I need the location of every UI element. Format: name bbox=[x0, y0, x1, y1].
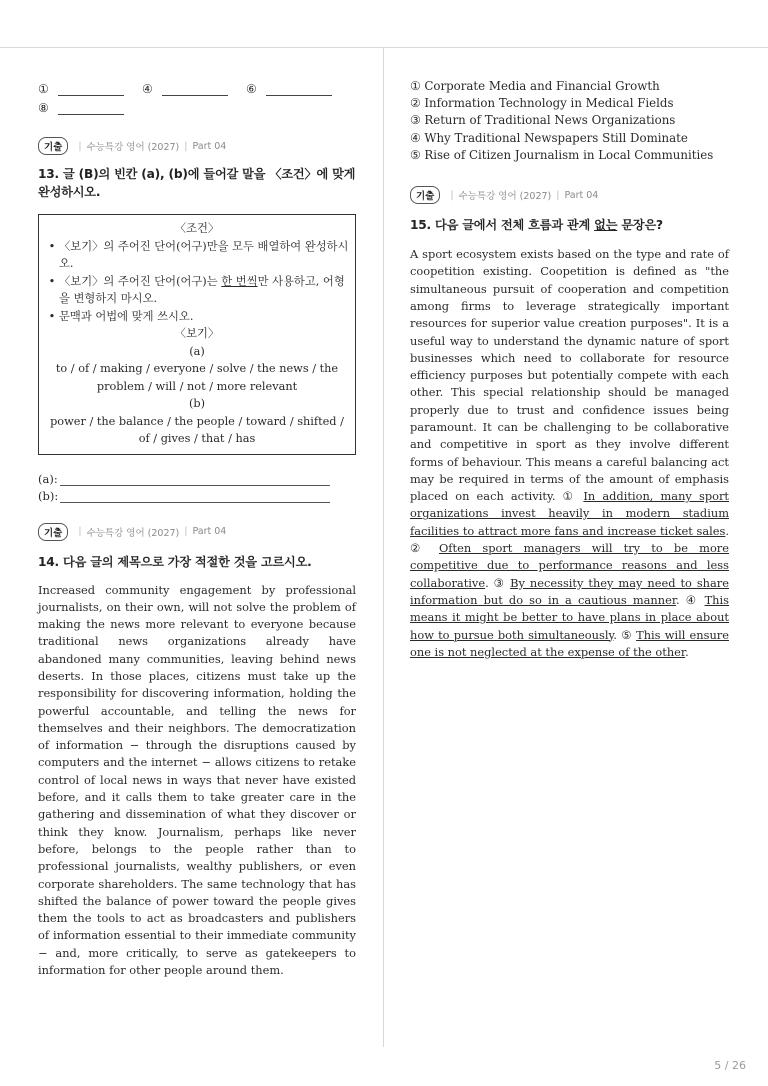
conditions-header: 〈조건〉 bbox=[174, 222, 220, 235]
left-column bbox=[38, 78, 356, 979]
condition-item: • 문맥과 어법에 맞게 쓰시오. bbox=[48, 309, 194, 323]
question-13-title: 13. 글 (B)의 빈칸 (a), (b)에 들어갈 말을 〈조건〉에 맞게 완성하시오. bbox=[38, 167, 356, 199]
sentence-2[interactable]: Often sport managers will try to be more competitive due to performance reasons and less collaborative bbox=[410, 541, 729, 590]
bogi-b-label: (b) bbox=[188, 397, 206, 410]
option-1[interactable]: ① Corporate Media and Financial Growth bbox=[410, 79, 660, 93]
question-15-passage: A sport ecosystem exists based on the type and rate of coopetition existing. Coopetition is defined as "the simultaneous pursuit of cooperation and competition among firms to leverage strategically important resources for superior value creation purposes". It is a useful way to understand the dynamic nature of sport businesses which need to collaborate for resource efficiency purposes but potentially compete with each other. This special relationship should be managed properly due to trust and confidence issues being paramount. It can be challenging to be collaborative and competitive in sport as they involve different forms of behaviour. This means a careful balancing act may be required in terms of the amount of emphasis placed on each activity. ① In addition, many sport organizations invest heavily in modern stadium facilities to attract more fans and increase ticket sales. ② Often sport managers will try to be more competitive due to performance reasons and less collaborative. ③ By necessity they may need to share information but do so in a cautious manner. ④ This means it might be better to have plans in place about how to pursue both simultaneously. ⑤ This will ensure one is not neglected at the expense of the other. bbox=[410, 247, 729, 659]
question-14-options bbox=[410, 78, 729, 164]
sentence-4[interactable]: This means it might be better to have plans in place about how to pursue both simultaneously bbox=[410, 592, 729, 642]
option-3[interactable]: ③ Return of Traditional News Organizations bbox=[410, 113, 676, 128]
header-rule bbox=[0, 47, 768, 48]
source-name: 수능특강 영어 (2027) bbox=[458, 191, 552, 203]
blank-line[interactable] bbox=[266, 83, 332, 96]
bogi-header: 〈보기〉 bbox=[174, 327, 220, 340]
source-name: 수능특강 영어 (2027) bbox=[86, 142, 180, 153]
answer-b: (b): bbox=[38, 486, 356, 503]
sentence-1[interactable]: In addition, many sport organizations invest heavily in modern stadium facilities to attract more fans and increase ticket sales bbox=[410, 489, 729, 538]
sentence-5[interactable]: This will ensure one is not neglected at the expense of the other bbox=[410, 627, 729, 659]
right-column bbox=[410, 78, 729, 661]
blank-line[interactable] bbox=[162, 83, 228, 96]
source-badge: 기출 bbox=[410, 186, 440, 204]
question-15-title: 15. 다음 글에서 전체 흐름과 관계 없는 문장은? bbox=[410, 218, 663, 233]
condition-item: • 〈보기〉의 주어진 단어(어구)는 한 번씩만 사용하고, 어형을 변형하지 마시오. bbox=[48, 274, 345, 305]
page-number: 5 / 26 bbox=[714, 1059, 746, 1072]
question-14-passage: Increased community engagement by professional journalists, on their own, will not solve the problem of making the news more relevant to everyone because traditional news organizations already have abandoned many communities, leaving behind news deserts. In those places, citizens must take up the responsibility for discovering information, holding the powerful accountable, and telling the news for themselves and their neighbors. The democratization of information − through the disruptions caused by computers and the internet − allows citizens to retake control of local news in ways that never have existed before, and it calls them to take greater care in the gathering and dissemination of what they discover or think they know. Journalism, perhaps like never before, belongs to the people rather than to professional journalists, wealthy publishers, or even corporate shareholders. The same technology that has shifted the balance of power toward the people gives them the tools to act as broadcasters and publishers of information essential to their immediate community − and, more critically, to serve as gatekeepers to information for other people around them. bbox=[38, 582, 356, 978]
answer-b-line[interactable] bbox=[60, 491, 330, 503]
answer-a-line[interactable] bbox=[60, 474, 330, 486]
bogi-b-words: power / the balance / the people / toward / shifted / of / gives / that / has bbox=[50, 414, 344, 445]
blank-line[interactable] bbox=[58, 102, 124, 115]
source-badge: 기출 bbox=[38, 523, 68, 541]
bogi-a-label: (a) bbox=[189, 344, 205, 358]
blank-4: ④ bbox=[142, 82, 228, 96]
option-4[interactable]: ④ Why Traditional Newspapers Still Dominate bbox=[410, 130, 688, 145]
blank-8: ⑧ bbox=[38, 101, 124, 115]
option-5[interactable]: ⑤ Rise of Citizen Journalism in Local Communities bbox=[410, 147, 714, 162]
option-2[interactable]: ② Information Technology in Medical Fields bbox=[410, 96, 674, 111]
blank-line[interactable] bbox=[58, 83, 124, 96]
question-14-title: 14. 다음 글의 제목으로 가장 적절한 것을 고르시오. bbox=[38, 554, 312, 569]
source-tag: 기출 | 수능특강 영어 (2027) | Part 04 bbox=[410, 186, 729, 204]
answer-a: (a): bbox=[38, 469, 356, 486]
bogi-a-words: to / of / making / everyone / solve / the news / the problem / will / not / more relevant bbox=[55, 362, 339, 393]
source-name: 수능특강 영어 (2027) bbox=[86, 527, 180, 539]
source-part: Part 04 bbox=[192, 140, 227, 152]
answer-lines bbox=[38, 469, 356, 503]
conditions-box bbox=[38, 214, 356, 455]
answer-blanks bbox=[38, 78, 356, 115]
source-badge: 기출 bbox=[38, 137, 68, 155]
column-divider bbox=[383, 47, 384, 1047]
condition-item: • 〈보기〉의 주어진 단어(어구)만을 모두 배열하여 완성하시오. bbox=[48, 239, 349, 270]
source-part: Part 04 bbox=[192, 526, 227, 537]
blank-1: ① bbox=[38, 82, 124, 96]
sentence-3[interactable]: By necessity they may need to share information but do so in a cautious manner bbox=[410, 575, 729, 607]
source-tag: 기출 | 수능특강 영어 (2027) | Part 04 bbox=[38, 137, 356, 155]
blank-6: ⑥ bbox=[246, 82, 332, 96]
source-part: Part 04 bbox=[564, 189, 599, 201]
source-tag: 기출 | 수능특강 영어 (2027) | Part 04 bbox=[38, 523, 356, 541]
